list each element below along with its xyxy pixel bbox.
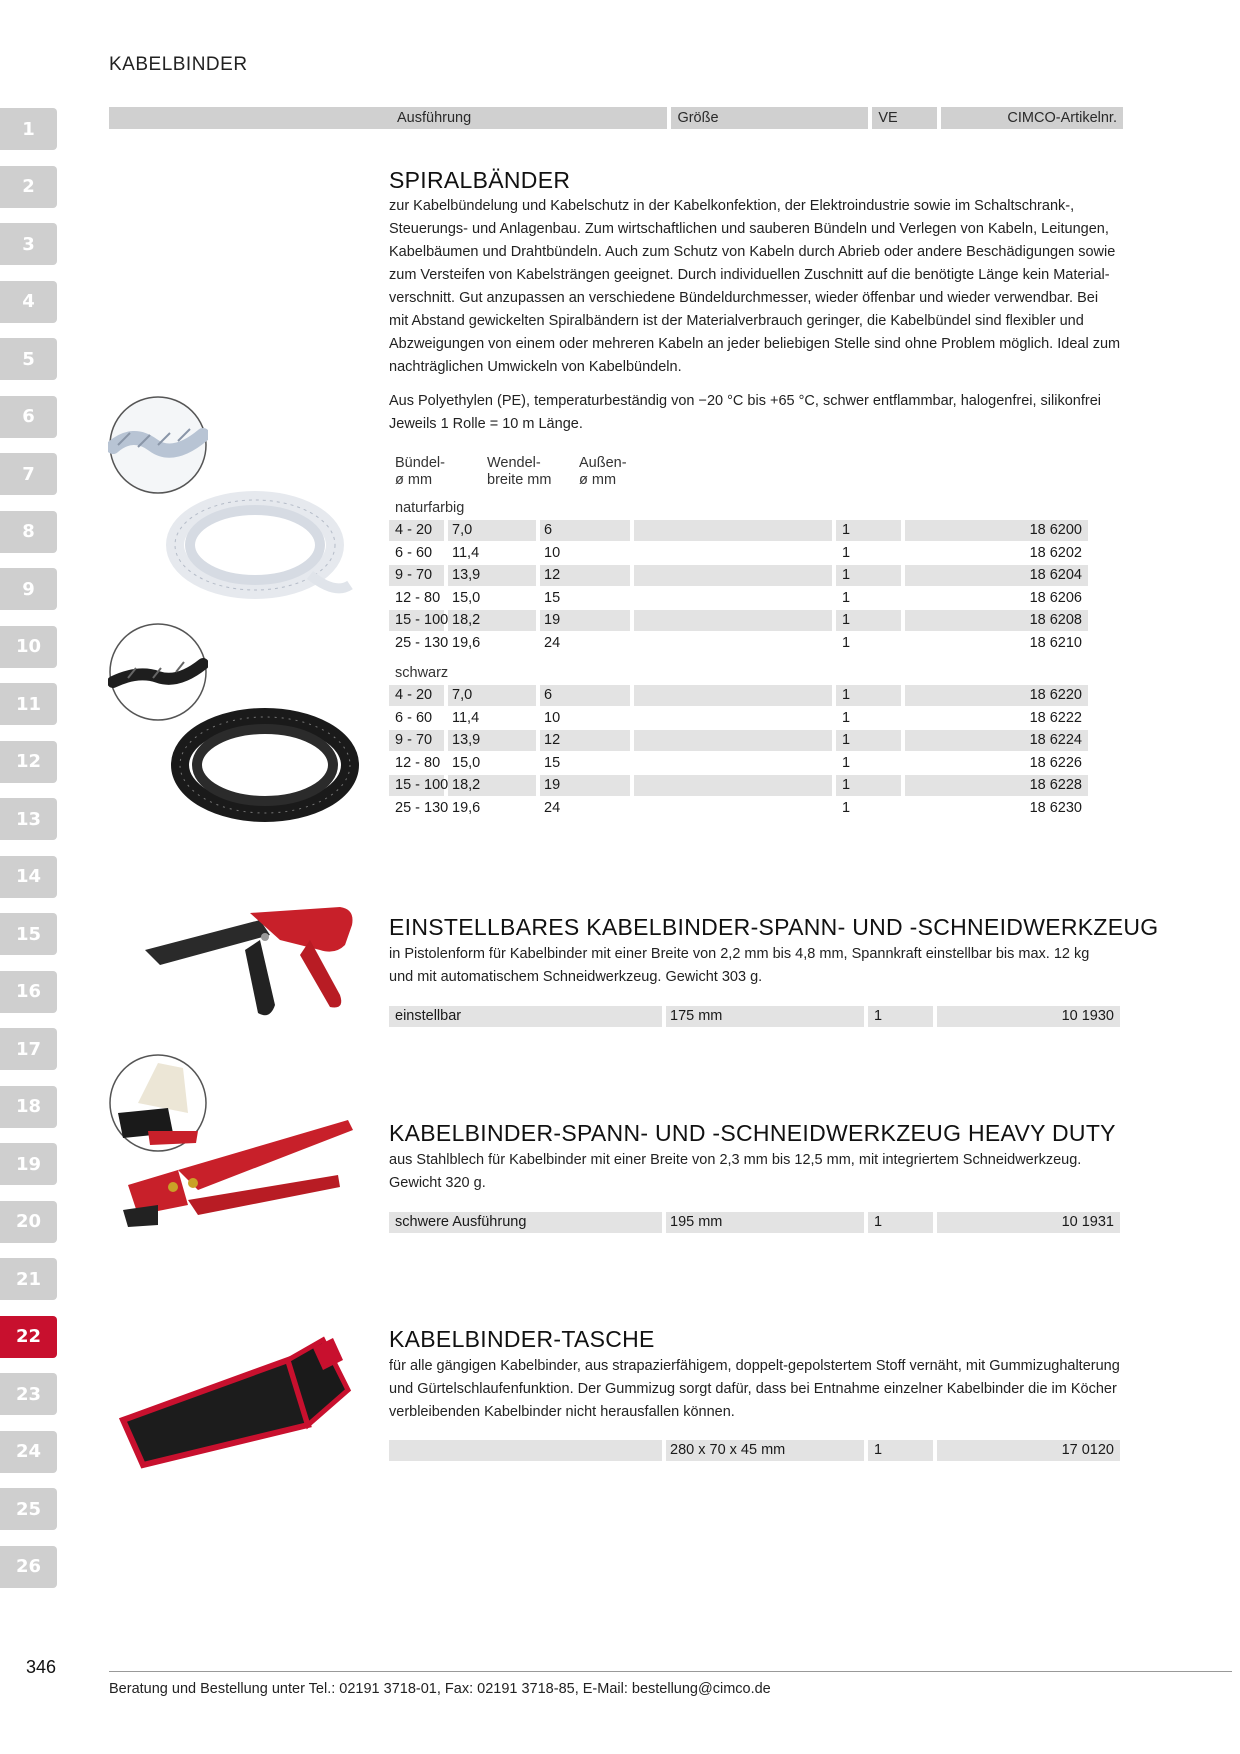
table-cell: 7,0 (448, 685, 536, 706)
table-cell (634, 610, 832, 631)
table-cell: 18 6202 (1029, 544, 1082, 561)
table-cell: 15 (544, 589, 561, 606)
table-cell: 7,0 (448, 520, 536, 541)
chapter-tab-9[interactable]: 9 (0, 568, 57, 610)
table-cell: 18 6224 (905, 730, 1088, 751)
table-cell: 13,9 (448, 730, 536, 751)
chapter-tab-1[interactable]: 1 (0, 108, 57, 150)
tool2-title: KABELBINDER-SPANN- UND -SCHNEIDWERKZEUG HEAVY DUTY (389, 1120, 1116, 1146)
table-cell: 18 6222 (1029, 709, 1082, 726)
chapter-tab-17[interactable]: 17 (0, 1028, 57, 1070)
chapter-tab-6[interactable]: 6 (0, 396, 57, 438)
chapter-tab-8[interactable]: 8 (0, 511, 57, 553)
table-cell: 24 (544, 800, 561, 816)
footer-divider (109, 1671, 1232, 1672)
col-artikelnr: CIMCO-Artikelnr. (941, 107, 1123, 129)
chapter-tab-7[interactable]: 7 (0, 453, 57, 495)
chapter-tab-12[interactable]: 12 (0, 741, 57, 783)
table-cell: 1 (842, 635, 851, 651)
table-cell: 18 6228 (905, 775, 1088, 796)
table-row (389, 798, 1123, 819)
table-row (389, 565, 1123, 586)
table-cell (634, 588, 832, 609)
desc-line: nachträglichen Umwickeln von Kabelbündeln. (389, 359, 682, 375)
chapter-tab-23[interactable]: 23 (0, 1373, 57, 1415)
desc-line: Steuerungs- und Anlagenbau. Zum wirtschaftlichen und sauberen Bündeln und Verlegen von Kabeln, Leitungen, (389, 221, 1109, 237)
column-header (109, 107, 1123, 129)
table-row (389, 588, 1123, 609)
table-cell: 10 (544, 709, 561, 726)
desc-line: Kabelbäumen und Drahtbündeln. Auch zum Schutz von Kabeln durch Abrieb oder andere Beschädigungen sowie (389, 244, 1116, 260)
chapter-tab-18[interactable]: 18 (0, 1086, 57, 1128)
table-row (389, 685, 1123, 706)
chapter-tab-15[interactable]: 15 (0, 913, 57, 955)
desc-line: zum Versteifen von Kabelsträngen geeignet. Durch individuellen Zuschnitt auf die benötigte Länge kein Material- (389, 267, 1110, 283)
table-cell: 15 (544, 754, 561, 771)
desc-line: verschnitt. Gut anzupassen an verschiedene Bündeldurchmesser, wieder öffenbar und wieder verwendbar. Bei (389, 290, 1099, 306)
chapter-tab-25[interactable]: 25 (0, 1488, 57, 1530)
footer-contact: Beratung und Bestellung unter Tel.: 02191 3718-01, Fax: 02191 3718-85, E-Mail: bestellung@cimco.de (109, 1681, 771, 1697)
page-number: 346 (26, 1657, 57, 1677)
desc-line: Abzweigungen von einem oder mehreren Kabeln an jeder beliebigen Stelle sind ohne Problem möglich. Ideal zum (389, 336, 1121, 352)
table-cell (634, 685, 832, 706)
chapter-tab-10[interactable]: 10 (0, 626, 57, 668)
desc-line: zur Kabelbündelung und Kabelschutz in der Kabelkonfektion, der Elektroindustrie sowie im Schaltschrank-, (389, 198, 1075, 214)
table-cell: 18 6210 (1029, 635, 1082, 651)
subhead-buendel: Bündel- ø mm (395, 455, 445, 488)
table-cell: 11,4 (452, 709, 480, 726)
group-label-natur: naturfarbig (395, 500, 465, 516)
chapter-tab-22[interactable]: 22 (0, 1316, 57, 1358)
spiral-description (389, 195, 1124, 379)
table-cell (634, 565, 832, 586)
table-cell: 15 - 100 (389, 610, 444, 631)
table-cell (634, 633, 832, 654)
table-cell: 18 6230 (1029, 800, 1082, 816)
tool1-title: EINSTELLBARES KABELBINDER-SPANN- UND -SCHNEIDWERKZEUG (389, 914, 1159, 940)
chapter-tab-2[interactable]: 2 (0, 166, 57, 208)
table-cell: 1 (842, 589, 851, 606)
spiral-natural-coil-image (160, 485, 360, 615)
table-row (389, 543, 1123, 564)
table-cell: 19 (540, 610, 630, 631)
table-cell: 1 (836, 685, 901, 706)
table-cell: 6 (540, 685, 630, 706)
table-cell: 13,9 (448, 565, 536, 586)
table-cell: 18 6226 (1029, 754, 1082, 771)
table-cell (634, 520, 832, 541)
table-cell: 1 (836, 610, 901, 631)
table-cell: 9 - 70 (389, 565, 444, 586)
table-row (389, 753, 1123, 774)
bag-title: KABELBINDER-TASCHE (389, 1326, 655, 1352)
chapter-tab-4[interactable]: 4 (0, 281, 57, 323)
chapter-tabs (0, 108, 58, 1603)
table-cell: 25 - 130 (395, 635, 449, 651)
table-row (389, 708, 1123, 729)
material-line: Aus Polyethylen (PE), temperaturbeständig von −20 °C bis +65 °C, schwer entflammbar, halogenfrei, silikonfrei (389, 393, 1101, 409)
table-cell: 1 (842, 544, 851, 561)
table-cell (634, 753, 832, 774)
table-cell (634, 543, 832, 564)
table-cell: 19,6 (452, 800, 481, 816)
table-cell: 18,2 (448, 610, 536, 631)
table-cell: 9 - 70 (389, 730, 444, 751)
chapter-tab-3[interactable]: 3 (0, 223, 57, 265)
table-row: schwere Ausführung 195 mm 1 10 1931 (389, 1212, 1123, 1233)
chapter-tab-13[interactable]: 13 (0, 798, 57, 840)
table-row (389, 610, 1123, 631)
chapter-tab-19[interactable]: 19 (0, 1143, 57, 1185)
table-cell: 15 - 100 (389, 775, 444, 796)
table-cell (634, 730, 832, 751)
table-cell: 1 (842, 709, 851, 726)
table-cell: 18 6208 (905, 610, 1088, 631)
running-head: KABELBINDER (109, 54, 248, 75)
col-ve: VE (872, 107, 937, 129)
chapter-tab-14[interactable]: 14 (0, 856, 57, 898)
table-cell: 1 (836, 775, 901, 796)
table-cell: 6 - 60 (395, 709, 433, 726)
table-cell: 19 (540, 775, 630, 796)
col-groesse: Größe (671, 107, 868, 129)
table-cell: 18 6220 (905, 685, 1088, 706)
desc-line: mit Abstand gewickelten Spiralbändern ist der Materialverbrauch geringer, die Kabelbündel sind flexibler und (389, 313, 1084, 329)
tool1-image (140, 895, 360, 1025)
spiral-natural-detail-image (108, 395, 208, 495)
chapter-tab-11[interactable]: 11 (0, 683, 57, 725)
bag-description: für alle gängigen Kabelbinder, aus strapazierfähigem, doppelt-gepolstertem Stoff vernäht, mit Gummizughalterung und Gürtelschlaufenfunktion. Der Gummizug sorgt dafür, dass bei Entnahme einzelner Kabelbinder die im Köcher verbleibenden Kabelbinder nicht herausfallen können. (389, 1358, 1120, 1420)
col-ausfuehrung: Ausführung (109, 107, 667, 129)
table-cell (634, 708, 832, 729)
spiral-black-coil-image (165, 700, 365, 830)
table-cell: 24 (544, 635, 561, 651)
table-cell (634, 775, 832, 796)
chapter-tab-24[interactable]: 24 (0, 1431, 57, 1473)
table-cell: 18 6204 (905, 565, 1088, 586)
chapter-tab-5[interactable]: 5 (0, 338, 57, 380)
table-cell: 15,0 (452, 589, 481, 606)
bag-image (118, 1330, 358, 1470)
table-row (389, 730, 1123, 751)
table-cell: 4 - 20 (389, 685, 444, 706)
subhead-aussen: Außen- ø mm (579, 455, 627, 488)
chapter-tab-20[interactable]: 20 (0, 1201, 57, 1243)
table-cell: 12 (540, 565, 630, 586)
table-cell: 4 - 20 (389, 520, 444, 541)
material-line: Jeweils 1 Rolle = 10 m Länge. (389, 416, 583, 432)
tool2-description: aus Stahlblech für Kabelbinder mit einer Breite von 2,3 mm bis 12,5 mm, mit integriertem Schneidwerkzeug. Gewicht 320 g. (389, 1152, 1082, 1191)
table-cell: 12 - 80 (395, 754, 441, 771)
table-cell: 1 (842, 800, 851, 816)
table-cell: 6 (540, 520, 630, 541)
table-row (389, 775, 1123, 796)
table-cell: 12 (540, 730, 630, 751)
spiral-title: SPIRALBÄNDER (389, 167, 571, 193)
table-cell: 18 6200 (905, 520, 1088, 541)
table-cell: 1 (842, 754, 851, 771)
table-cell: 10 (544, 544, 561, 561)
subhead-wendel: Wendel- breite mm (487, 455, 552, 488)
table-row: 280 x 70 x 45 mm 1 17 0120 (389, 1440, 1123, 1461)
table-cell: 15,0 (452, 754, 481, 771)
spiral-material (389, 390, 1124, 436)
table-cell: 1 (836, 520, 901, 541)
table-cell (634, 798, 832, 819)
tool1-description: in Pistolenform für Kabelbinder mit einer Breite von 2,2 mm bis 4,8 mm, Spannkraft einstellbar bis max. 12 kg und mit automatischem Schneidwerkzeug. Gewicht 303 g. (389, 946, 1090, 985)
table-cell: 11,4 (452, 544, 480, 561)
chapter-tab-16[interactable]: 16 (0, 971, 57, 1013)
chapter-tab-26[interactable]: 26 (0, 1546, 57, 1588)
table-cell: 25 - 130 (395, 800, 449, 816)
chapter-tab-21[interactable]: 21 (0, 1258, 57, 1300)
table-row: einstellbar 175 mm 1 10 1930 (389, 1006, 1123, 1027)
tool2-image (118, 1115, 358, 1240)
table-cell: 18 6206 (1029, 589, 1082, 606)
table-cell: 19,6 (452, 635, 481, 651)
table-cell: 12 - 80 (395, 589, 441, 606)
table-row (389, 520, 1123, 541)
table-cell: 1 (836, 730, 901, 751)
group-label-schwarz: schwarz (395, 665, 449, 681)
table-cell: 1 (836, 565, 901, 586)
table-row (389, 633, 1123, 654)
table-cell: 6 - 60 (395, 544, 433, 561)
table-cell: 18,2 (448, 775, 536, 796)
